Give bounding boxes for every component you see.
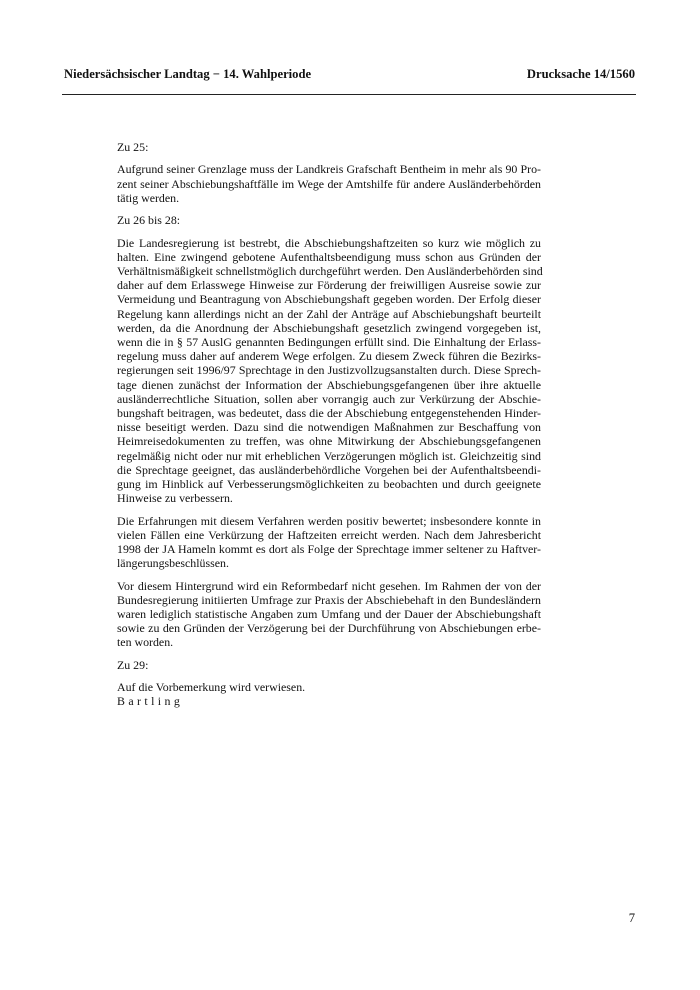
text-line: Aufgrund seiner Grenzlage muss der Landkreis Grafschaft Bentheim in mehr als 90 Pro- xyxy=(117,162,541,177)
text-line: wenn die in § 57 AuslG genannten Bedingungen erfüllt sind. Die Einhaltung der Erlass- xyxy=(117,335,541,349)
text-line: Hinweise zu verbessern. xyxy=(117,491,233,506)
text-line: Vor diesem Hintergrund wird ein Reformbedarf nicht gesehen. Im Rahmen der von der xyxy=(117,578,541,593)
document-body xyxy=(117,140,541,703)
section-heading: Zu 25: xyxy=(117,140,149,154)
section-heading: Zu 26 bis 28: xyxy=(117,213,181,228)
header-divider xyxy=(62,94,636,95)
text-line: regierungen seit 1996/97 Sprechtage in den Justizvollzugsanstalten durch. Diese Sprech- xyxy=(117,363,541,378)
text-line: Vermeidung und Beantragung von Abschiebungshaft gegeben worden. Der Erfolg dieser xyxy=(117,292,541,307)
text-line: 1998 der JA Hameln kommt es dort als Folge der Sprechtage immer seltener zu Haftver- xyxy=(117,542,541,557)
text-line: die Sprechtage geeignet, das ausländerbehördliche Vorgehen bei der Aufenthaltsbeendi- xyxy=(117,462,541,477)
paragraph xyxy=(117,236,541,506)
text-line: tage dienen zunächst der Information der Abschiebungsgefangenen über ihre aktuelle xyxy=(117,377,541,392)
text-line: halten. Eine zwingend gebotene Aufenthaltsbeendigung muss schon aus Gründen der xyxy=(117,249,541,264)
text-line: nisse beseitigt werden. Dazu sind die notwendigen Maßnahmen zur Beschaffung von xyxy=(117,420,541,435)
text-line: Verhältnismäßigkeit schnellstmöglich durchgeführt werden. Den Ausländerbehörden sind xyxy=(117,263,543,278)
text-line: Die Landesregierung ist bestrebt, die Abschiebungshaftzeiten so kurz wie möglich zu xyxy=(117,235,541,250)
text-line: tätig werden. xyxy=(117,190,180,205)
text-line: Regelung kann allerdings nicht an der Zahl der Anträge auf Abschiebungshaft beurteilt xyxy=(117,306,541,321)
header-title: Niedersächsischer Landtag − 14. Wahlperiode xyxy=(64,67,312,81)
text-line: Die Erfahrungen mit diesem Verfahren werden positiv bewertet; insbesondere konnte in xyxy=(117,513,541,528)
text-line: ausländerrechtliche Situation, sollen aber vorrangig auch zur Verkürzung der Abschie- xyxy=(117,391,541,406)
text-line: zent seiner Abschiebungshaftfälle im Wege der Amtshilfe für andere Ausländerbehörden xyxy=(117,176,541,191)
text-line: längerungsbeschlüssen. xyxy=(117,556,229,571)
text-line: bungshaft beitragen, was bedeutet, dass die der Abschiebung entgegenstehenden Hinder- xyxy=(117,406,541,421)
text-line: Heimreisedokumenten zu treffen, was ohne Mitwirkung der Abschiebungsgefangenen xyxy=(117,434,541,449)
text-line: regelung muss daher auf anderem Wege erfolgen. Zu diesem Zweck führen die Bezirks- xyxy=(117,349,541,364)
signature: Bartling xyxy=(117,694,184,708)
text-line: daher auf dem Erlasswege Hinweise zur Förderung der freiwilligen Ausreise sowie zur xyxy=(117,278,541,293)
text-line: Auf die Vorbemerkung wird verwiesen. xyxy=(117,680,306,695)
text-line: waren lediglich statistische Angaben zum Umfang und der Dauer der Abschiebungshaft xyxy=(117,607,541,622)
text-line: Bundesregierung initiierten Umfrage zur Praxis der Abschiebehaft in den Bundesländern xyxy=(117,592,541,607)
text-line: gung im Hinblick auf Verbesserungsmöglichkeiten zu beobachten und durch geeignete xyxy=(117,477,541,492)
document-number: Drucksache 14/1560 xyxy=(526,67,635,81)
paragraph xyxy=(117,514,541,571)
section-heading: Zu 29: xyxy=(117,657,149,672)
text-line: werden, da die Anordnung der Abschiebungshaft gesetzlich zwingend vorgegeben ist, xyxy=(117,320,541,335)
text-line: ten worden. xyxy=(117,635,174,650)
text-line: sowie zu den Gründen der Verzögerung bei der Durchführung von Abschiebungen erbe- xyxy=(117,621,541,636)
text-line: vielen Fällen eine Verkürzung der Haftzeiten erreicht werden. Nach dem Jahresbericht xyxy=(117,527,541,542)
paragraph xyxy=(117,579,541,650)
paragraph xyxy=(117,680,541,694)
paragraph xyxy=(117,162,541,205)
text-line: regelmäßig nicht oder nur mit erheblichen Verzögerungen möglich ist. Gleichzeitig sind xyxy=(117,448,541,463)
page-number: 7 xyxy=(628,911,635,925)
